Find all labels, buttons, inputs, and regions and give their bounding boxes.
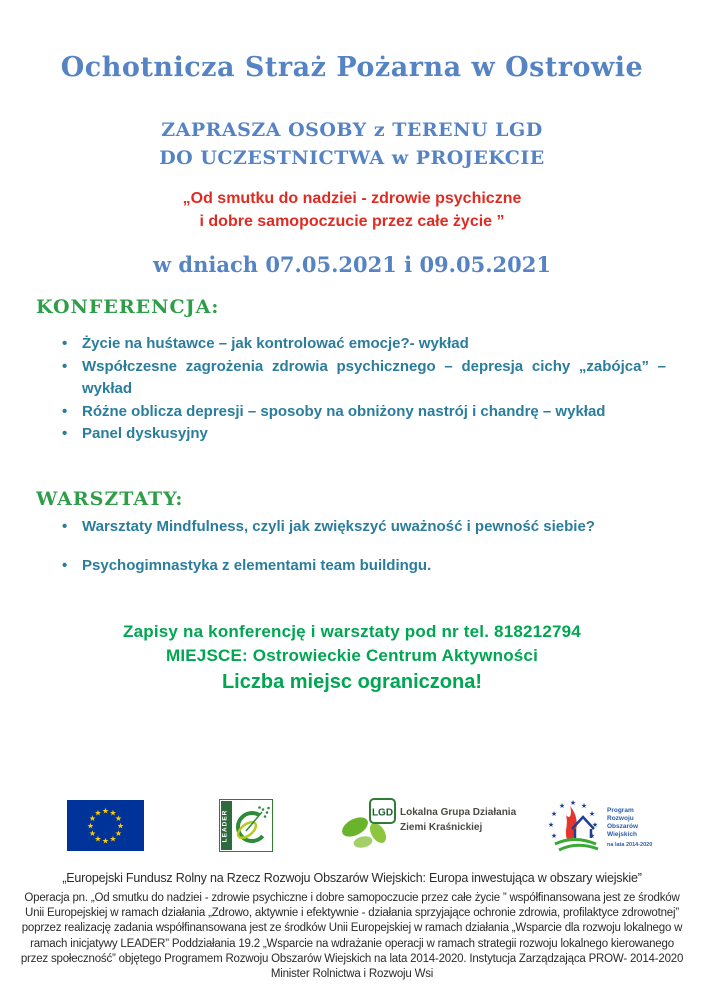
prow-name-line-4: Wiejskich bbox=[607, 831, 637, 838]
svg-text:★: ★ bbox=[94, 834, 102, 844]
list-item: • Warsztaty Mindfulness, czyli jak zwiększyć uważność i pewność siebie? bbox=[58, 516, 666, 539]
signup-info bbox=[0, 620, 704, 695]
svg-text:★: ★ bbox=[580, 802, 588, 810]
prow-name-line-1: Program bbox=[607, 807, 634, 814]
svg-text:★: ★ bbox=[94, 808, 102, 818]
svg-text:★: ★ bbox=[101, 806, 110, 816]
svg-text:★: ★ bbox=[88, 829, 97, 838]
lgd-acronym-label: LGD bbox=[371, 807, 394, 819]
svg-text:★: ★ bbox=[591, 821, 599, 829]
warsztaty-heading: WARSZTATY: bbox=[36, 488, 184, 510]
prow-emblem-icon bbox=[543, 796, 605, 854]
list-item: • Współczesne zagrożenia zdrowia psychicznego – depresja cichy „zabójca” – wykład bbox=[58, 356, 666, 401]
lgd-name bbox=[400, 805, 516, 857]
svg-text:★: ★ bbox=[588, 810, 596, 818]
project-line-2: i dobre samopoczucie przez całe życie ” bbox=[199, 213, 505, 230]
event-dates: w dniach 07.05.2021 i 09.05.2021 bbox=[153, 252, 551, 277]
lgd-name-line-1: Lokalna Grupa Działania bbox=[400, 807, 517, 818]
signup-phone-line: Zapisy na konferencję i warsztaty pod nr tel. 818212794 bbox=[123, 622, 581, 641]
project-name bbox=[0, 187, 704, 233]
konferencja-heading: KONFERENCJA: bbox=[36, 296, 220, 318]
signup-limited-line: Liczba miejsc ograniczona! bbox=[221, 671, 483, 693]
svg-text:★: ★ bbox=[588, 832, 596, 840]
leader-logo-icon bbox=[219, 799, 273, 852]
list-item: • Psychogimnastyka z elementami team buildingu. bbox=[58, 555, 666, 578]
leader-logo-label: LEADER bbox=[221, 809, 229, 843]
efrrow-quote: „Europejski Fundusz Rolny na Rzecz Rozwoju Obszarów Wiejskich: Europa inwestująca w obszary wiejskie” bbox=[62, 871, 642, 885]
svg-text:★: ★ bbox=[550, 810, 558, 818]
svg-text:★: ★ bbox=[569, 799, 577, 807]
svg-text:★: ★ bbox=[114, 814, 123, 823]
logo-row bbox=[0, 795, 704, 867]
lgd-name-line-2: Ziemi Kraśnickiej bbox=[400, 822, 483, 833]
prow-name-line-3: Obszarów bbox=[607, 823, 639, 830]
svg-text:★: ★ bbox=[116, 821, 125, 831]
prow-logo bbox=[543, 796, 652, 854]
invite-text bbox=[0, 116, 704, 172]
eu-flag-icon bbox=[67, 800, 144, 851]
funding-paragraph: Operacja pn. „Od smutku do nadziei - zdrowie psychiczne i dobre samopoczucie przez całe życie ” współfinansowana jest ze środków Unii Europejskiej w ramach działania „Zdrowo, aktywnie i efektywnie - działania sprzyjające ochronie zdrowia, profilaktyce zdrowotnej” poprzez realizację zadania współfinansowana jest ze środków Unii Europejskiej w ramach działania „Wsparcie dla rozwoju lokalnego w ramach inicjatywy LEADER” Poddziałania 19.2 „Wsparcie na wdrażanie operacji w ramach strategii rozwoju lokalnego kierowanego przez społeczność” objętego Programem Rozwoju Obszarów Wiejskich na lata 2014-2020. Instytucja Zarządzająca PROW- 2014-2020 Minister Rolnictwa i Rozwoju Wsi bbox=[20, 892, 684, 981]
konferencja-list bbox=[58, 333, 666, 446]
svg-text:★: ★ bbox=[88, 814, 97, 823]
prow-years: na lata 2014-2020 bbox=[607, 842, 653, 848]
svg-text:★: ★ bbox=[101, 836, 110, 846]
prow-name-line-2: Rozwoju bbox=[607, 815, 634, 822]
svg-text:★: ★ bbox=[114, 829, 123, 838]
list-item: • Panel dyskusyjny bbox=[58, 423, 666, 446]
prow-name bbox=[607, 807, 652, 854]
page-title: Ochotnicza Straż Pożarna w Ostrowie bbox=[60, 52, 644, 83]
svg-text:★: ★ bbox=[547, 821, 555, 829]
signup-place-line: MIEJSCE: Ostrowieckie Centrum Aktywności bbox=[165, 646, 539, 665]
list-item: • Różne oblicza depresji – sposoby na obniżony nastrój i chandrę – wykład bbox=[58, 401, 666, 424]
svg-text:★: ★ bbox=[109, 834, 117, 844]
project-line-1: „Od smutku do nadziei - zdrowie psychiczne bbox=[182, 190, 522, 207]
invite-line-2: DO UCZESTNICTWA w PROJEKCIE bbox=[159, 147, 545, 169]
warsztaty-list bbox=[58, 516, 666, 593]
invite-line-1: ZAPRASZA OSOBY z TERENU LGD bbox=[161, 119, 543, 141]
lgd-logo bbox=[338, 797, 516, 857]
list-item: • Życie na huśtawce – jak kontrolować emocje?- wykład bbox=[58, 333, 666, 356]
svg-text:★: ★ bbox=[558, 802, 566, 810]
svg-text:★: ★ bbox=[86, 821, 95, 831]
lgd-leaves-icon bbox=[338, 797, 396, 857]
svg-text:★: ★ bbox=[550, 832, 558, 840]
svg-text:★: ★ bbox=[109, 808, 117, 818]
